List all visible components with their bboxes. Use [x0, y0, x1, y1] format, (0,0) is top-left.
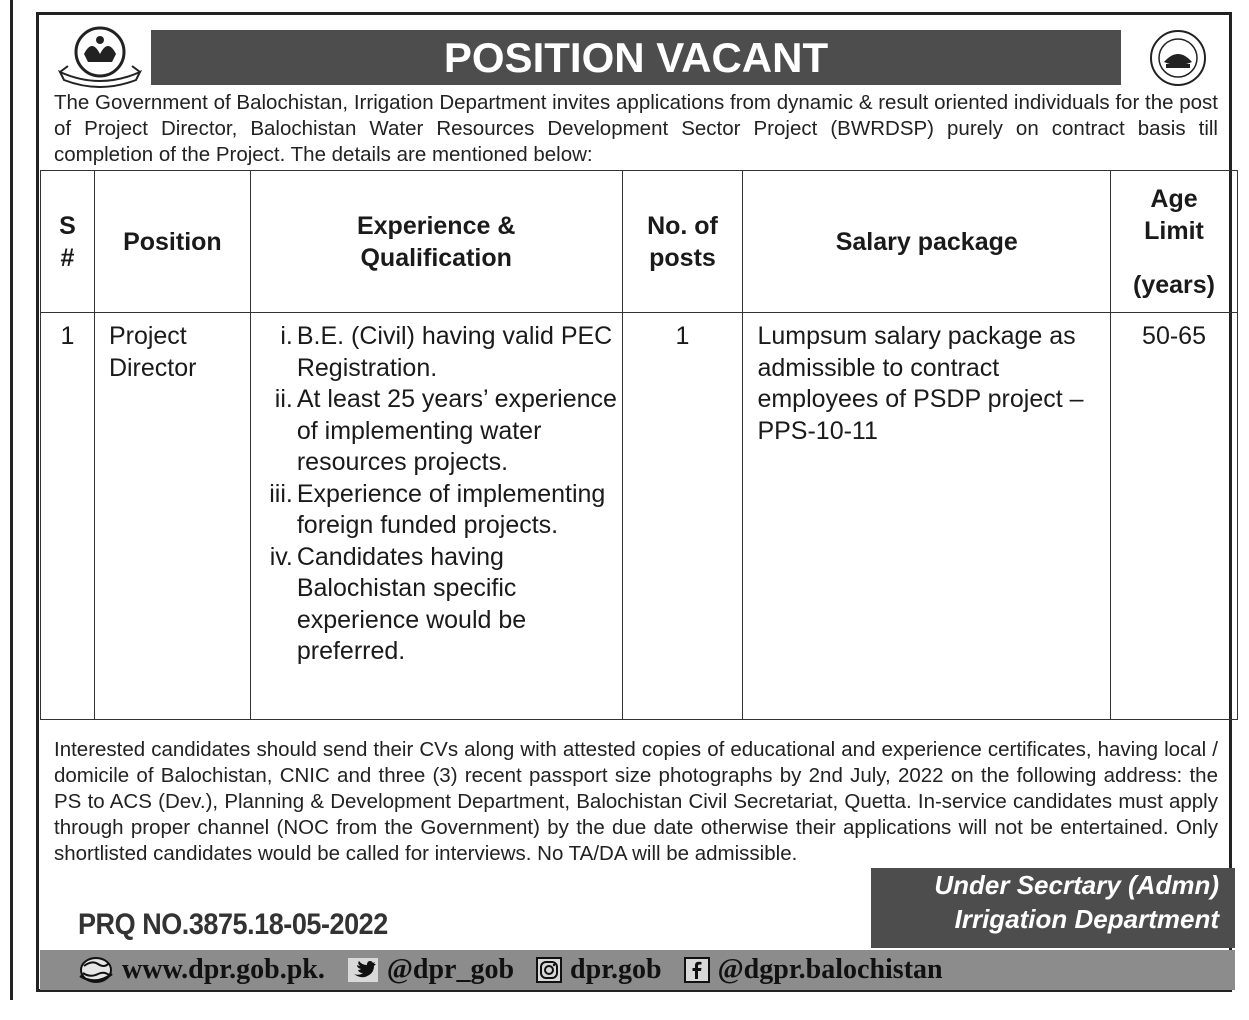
- list-item: [251, 321, 622, 384]
- qualification-number: i.: [280, 322, 293, 350]
- footer-facebook[interactable]: [684, 954, 943, 986]
- header-salary-package: Salary package: [743, 171, 1111, 313]
- website-link[interactable]: www.dpr.gob.pk.: [122, 954, 325, 985]
- header-number-of-posts: No. of posts: [622, 171, 743, 313]
- footer-twitter[interactable]: [347, 954, 514, 986]
- footer-contact-bar: [40, 950, 1235, 990]
- page-title: POSITION VACANT: [151, 30, 1121, 85]
- header-age-limit: [1111, 171, 1238, 313]
- vacancy-table: [40, 170, 1238, 720]
- instagram-handle[interactable]: dpr.gob: [570, 954, 662, 985]
- cell-position: Project Director: [94, 313, 250, 720]
- signatory-department: Irrigation Department: [954, 904, 1219, 934]
- qualification-number: ii.: [274, 385, 293, 413]
- header-position: Position: [94, 171, 250, 313]
- footer-website[interactable]: [78, 954, 325, 986]
- header-age-line2: Limit: [1144, 216, 1204, 245]
- qualification-text: Experience of implementing foreign funded projects.: [296, 479, 606, 539]
- balochistan-government-logo: [54, 24, 146, 88]
- cell-qualifications: [250, 313, 622, 720]
- qualification-text: At least 25 years’ experience of implementing water resources projects.: [296, 385, 617, 476]
- instagram-icon: [536, 957, 562, 983]
- table-row: [41, 313, 1238, 720]
- footer-instagram[interactable]: [536, 954, 662, 986]
- header-age-line3: (years): [1133, 270, 1216, 299]
- prq-number: PRQ NO.3875.18-05-2022: [78, 908, 388, 941]
- header-experience-qualification: Experience & Qualification: [250, 171, 622, 313]
- header-serial-number: S #: [41, 171, 95, 313]
- cell-salary-package: Lumpsum salary package as admissible to contract employees of PSDP project – PPS-10-11: [743, 313, 1111, 720]
- twitter-handle[interactable]: @dpr_gob: [386, 954, 515, 985]
- facebook-handle[interactable]: @dgpr.balochistan: [717, 954, 943, 985]
- application-instructions: Interested candidates should send their CVs along with attested copies of educational and experience certificates, having local / domicile of Balochistan, CNIC and three (3) recent passport size photographs by 2nd July, 2022 on the following address: the PS to ACS (Dev.), Planning & Development Department, Balochistan Civil Secretariat, Quetta. In-service candidates must apply through proper channel (NOC from the Government) by the due date otherwise their applications will not be entertained. Only shortlisted candidates would be called for interviews. No TA/DA will be admissible.: [54, 738, 1218, 865]
- list-item: [251, 384, 622, 479]
- cell-serial-number: 1: [41, 313, 95, 720]
- list-item: [251, 479, 622, 542]
- list-item: [251, 542, 622, 668]
- dgpr-seal-logo: [1138, 28, 1218, 88]
- qualification-number: iv.: [269, 542, 293, 571]
- cell-number-of-posts: 1: [622, 313, 743, 720]
- twitter-icon: [347, 957, 379, 983]
- header-age-line1: Age: [1150, 184, 1198, 213]
- qualification-list: [251, 321, 622, 668]
- qualification-number: iii.: [269, 479, 293, 508]
- intro-paragraph: The Government of Balochistan, Irrigation Department invites applications from dynamic & result oriented individuals for the post of Project Director, Balochistan Water Resources Development Sector Project (BWRDSP) purely on contract basis till completion of the Project. The details are mentioned below:: [54, 91, 1218, 166]
- signatory-title: Under Secrtary (Admn): [934, 870, 1219, 900]
- cell-age-limit: 50-65: [1111, 313, 1238, 720]
- qualification-text: B.E. (Civil) having valid PEC Registration.: [296, 322, 613, 382]
- qualification-text: Candidates having Balochistan specific experience would be preferred.: [296, 542, 527, 665]
- facebook-icon: [684, 957, 710, 983]
- signature-block: [871, 868, 1235, 948]
- globe-icon: [78, 956, 114, 984]
- left-margin-rule: [10, 0, 13, 1000]
- table-header-row: [41, 171, 1238, 313]
